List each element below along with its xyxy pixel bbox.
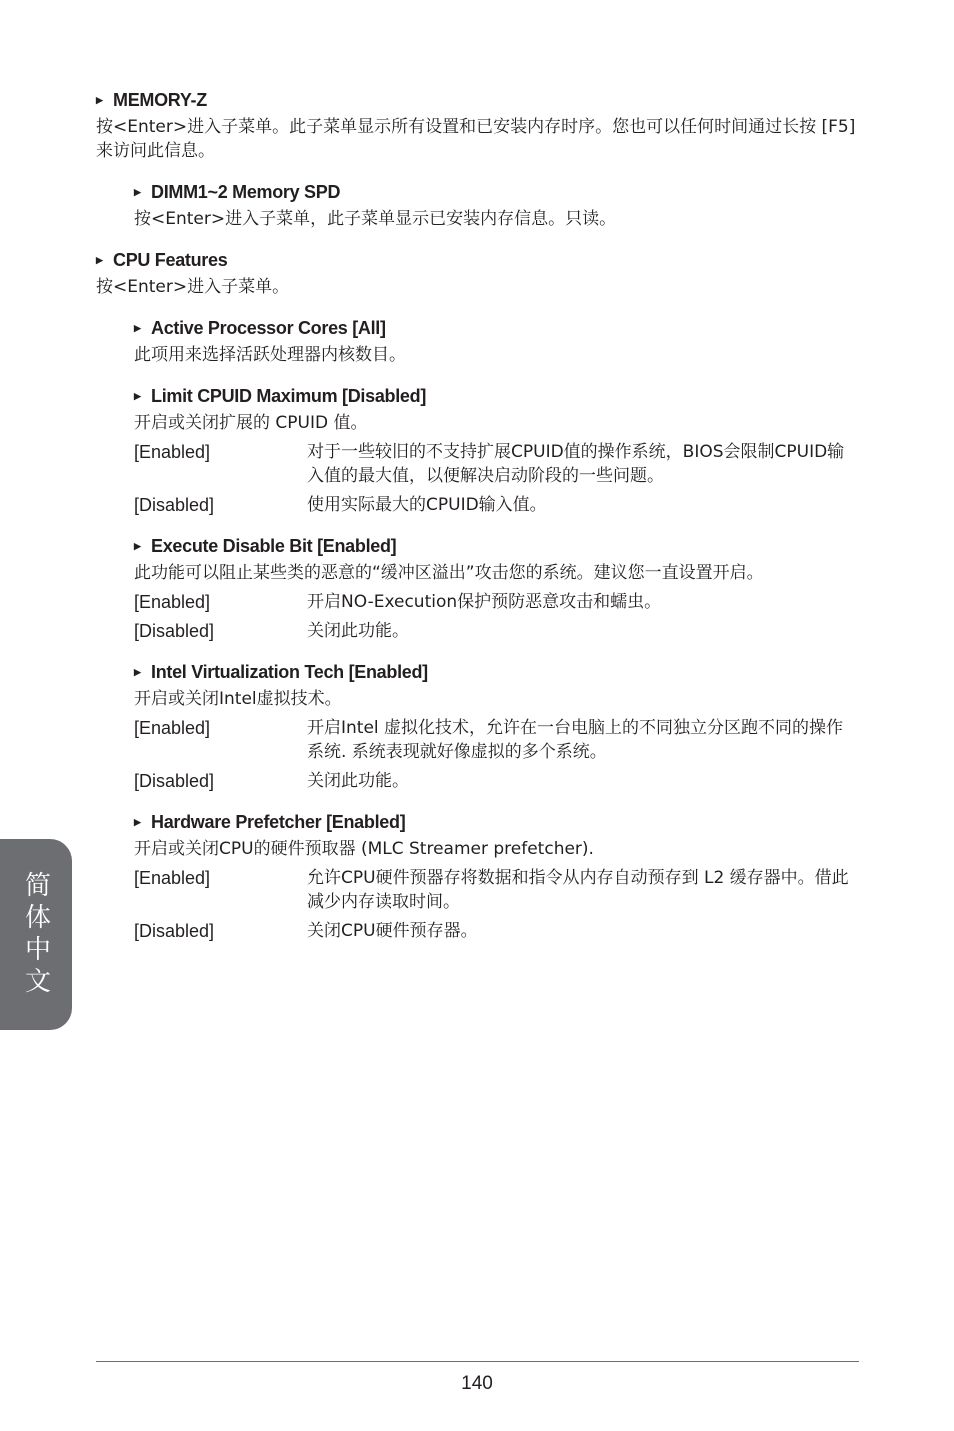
- section-title: Intel Virtualization Tech [Enabled]: [151, 662, 428, 682]
- option-key: [Disabled]: [134, 771, 215, 791]
- section-title: Limit CPUID Maximum [Disabled]: [151, 386, 427, 406]
- section-title: CPU Features: [113, 250, 228, 270]
- option-key: [Disabled]: [134, 495, 215, 515]
- option-row-disabled: [134, 919, 858, 943]
- option-row-disabled: [134, 619, 858, 643]
- triangle-bullet-icon: ▶: [134, 817, 141, 827]
- option-value: 关闭此功能。: [307, 621, 409, 641]
- footer-divider: [96, 1361, 859, 1362]
- section-description: 开启或关闭扩展的 CPUID 值。: [134, 413, 368, 433]
- section-hw-prefetcher: [134, 810, 858, 943]
- option-key: [Enabled]: [134, 592, 211, 612]
- triangle-bullet-icon: ▶: [96, 95, 103, 105]
- section-limit-cpuid: [134, 384, 858, 517]
- option-key: [Disabled]: [134, 621, 215, 641]
- triangle-bullet-icon: ▶: [134, 187, 141, 197]
- section-title: Hardware Prefetcher [Enabled]: [151, 812, 406, 832]
- option-value: 开启NO-Execution保护预防恶意攻击和蠕虫。: [307, 592, 662, 612]
- section-heading: [134, 534, 858, 558]
- option-key: [Enabled]: [134, 868, 211, 888]
- language-side-tab: [0, 839, 72, 1030]
- section-virtualization: [134, 660, 858, 793]
- section-heading: [134, 660, 858, 684]
- section-description: 按<Enter>进入子菜单。此子菜单显示所有设置和已安装内存时序。您也可以任何时间通过长按 [F5] 来访问此信息。: [96, 117, 856, 161]
- section-description: 按<Enter>进入子菜单，此子菜单显示已安装内存信息。只读。: [134, 209, 617, 229]
- section-title: Active Processor Cores [All]: [151, 318, 386, 338]
- triangle-bullet-icon: ▶: [134, 541, 141, 551]
- option-row-enabled: [134, 440, 858, 488]
- option-value: 对于一些较旧的不支持扩展CPUID值的操作系统，BIOS会限制CPUID输入值的最大值，以便解决启动阶段的一些问题。: [307, 442, 845, 486]
- section-heading: [96, 88, 858, 112]
- section-memory-z: [96, 88, 858, 163]
- document-body: [96, 88, 858, 943]
- section-dimm-spd: [134, 180, 858, 231]
- triangle-bullet-icon: ▶: [134, 323, 141, 333]
- section-active-cores: [134, 316, 858, 367]
- option-row-disabled: [134, 493, 858, 517]
- triangle-bullet-icon: ▶: [134, 391, 141, 401]
- option-value: 使用实际最大的CPUID输入值。: [307, 495, 547, 515]
- option-value: 关闭CPU硬件预存器。: [307, 921, 478, 941]
- section-heading: [134, 810, 858, 834]
- section-heading: [134, 384, 858, 408]
- option-row-enabled: [134, 590, 858, 614]
- section-heading: [134, 180, 858, 204]
- option-value: 关闭此功能。: [307, 771, 409, 791]
- section-description: 此项用来选择活跃处理器内核数目。: [134, 345, 406, 365]
- option-key: [Disabled]: [134, 921, 215, 941]
- triangle-bullet-icon: ▶: [134, 667, 141, 677]
- section-description: 开启或关闭CPU的硬件预取器 (MLC Streamer prefetcher).: [134, 839, 594, 859]
- section-description: 此功能可以阻止某些类的恶意的“缓冲区溢出”攻击您的系统。建议您一直设置开启。: [134, 563, 764, 583]
- section-description: 开启或关闭Intel虚拟技术。: [134, 689, 342, 709]
- option-row-enabled: [134, 866, 858, 914]
- option-value: 开启Intel 虚拟化技术，允许在一台电脑上的不同独立分区跑不同的操作系统. 系统表现就好像虚拟的多个系统。: [307, 718, 844, 762]
- section-description: 按<Enter>进入子菜单。: [96, 277, 290, 297]
- option-row-disabled: [134, 769, 858, 793]
- page-number: 140: [461, 1373, 493, 1394]
- section-title: MEMORY-Z: [113, 90, 207, 110]
- section-cpu-features: [96, 248, 858, 299]
- triangle-bullet-icon: ▶: [96, 255, 103, 265]
- section-execute-disable: [134, 534, 858, 643]
- section-heading: [134, 316, 858, 340]
- option-key: [Enabled]: [134, 718, 211, 738]
- section-title: Execute Disable Bit [Enabled]: [151, 536, 397, 556]
- section-title: DIMM1~2 Memory SPD: [151, 182, 341, 202]
- option-row-enabled: [134, 716, 858, 764]
- option-value: 允许CPU硬件预器存将数据和指令从内存自动预存到 L2 缓存器中。借此减少内存读取时间。: [307, 868, 849, 912]
- section-heading: [96, 248, 858, 272]
- option-key: [Enabled]: [134, 442, 211, 462]
- language-label: 简体中文: [20, 870, 51, 999]
